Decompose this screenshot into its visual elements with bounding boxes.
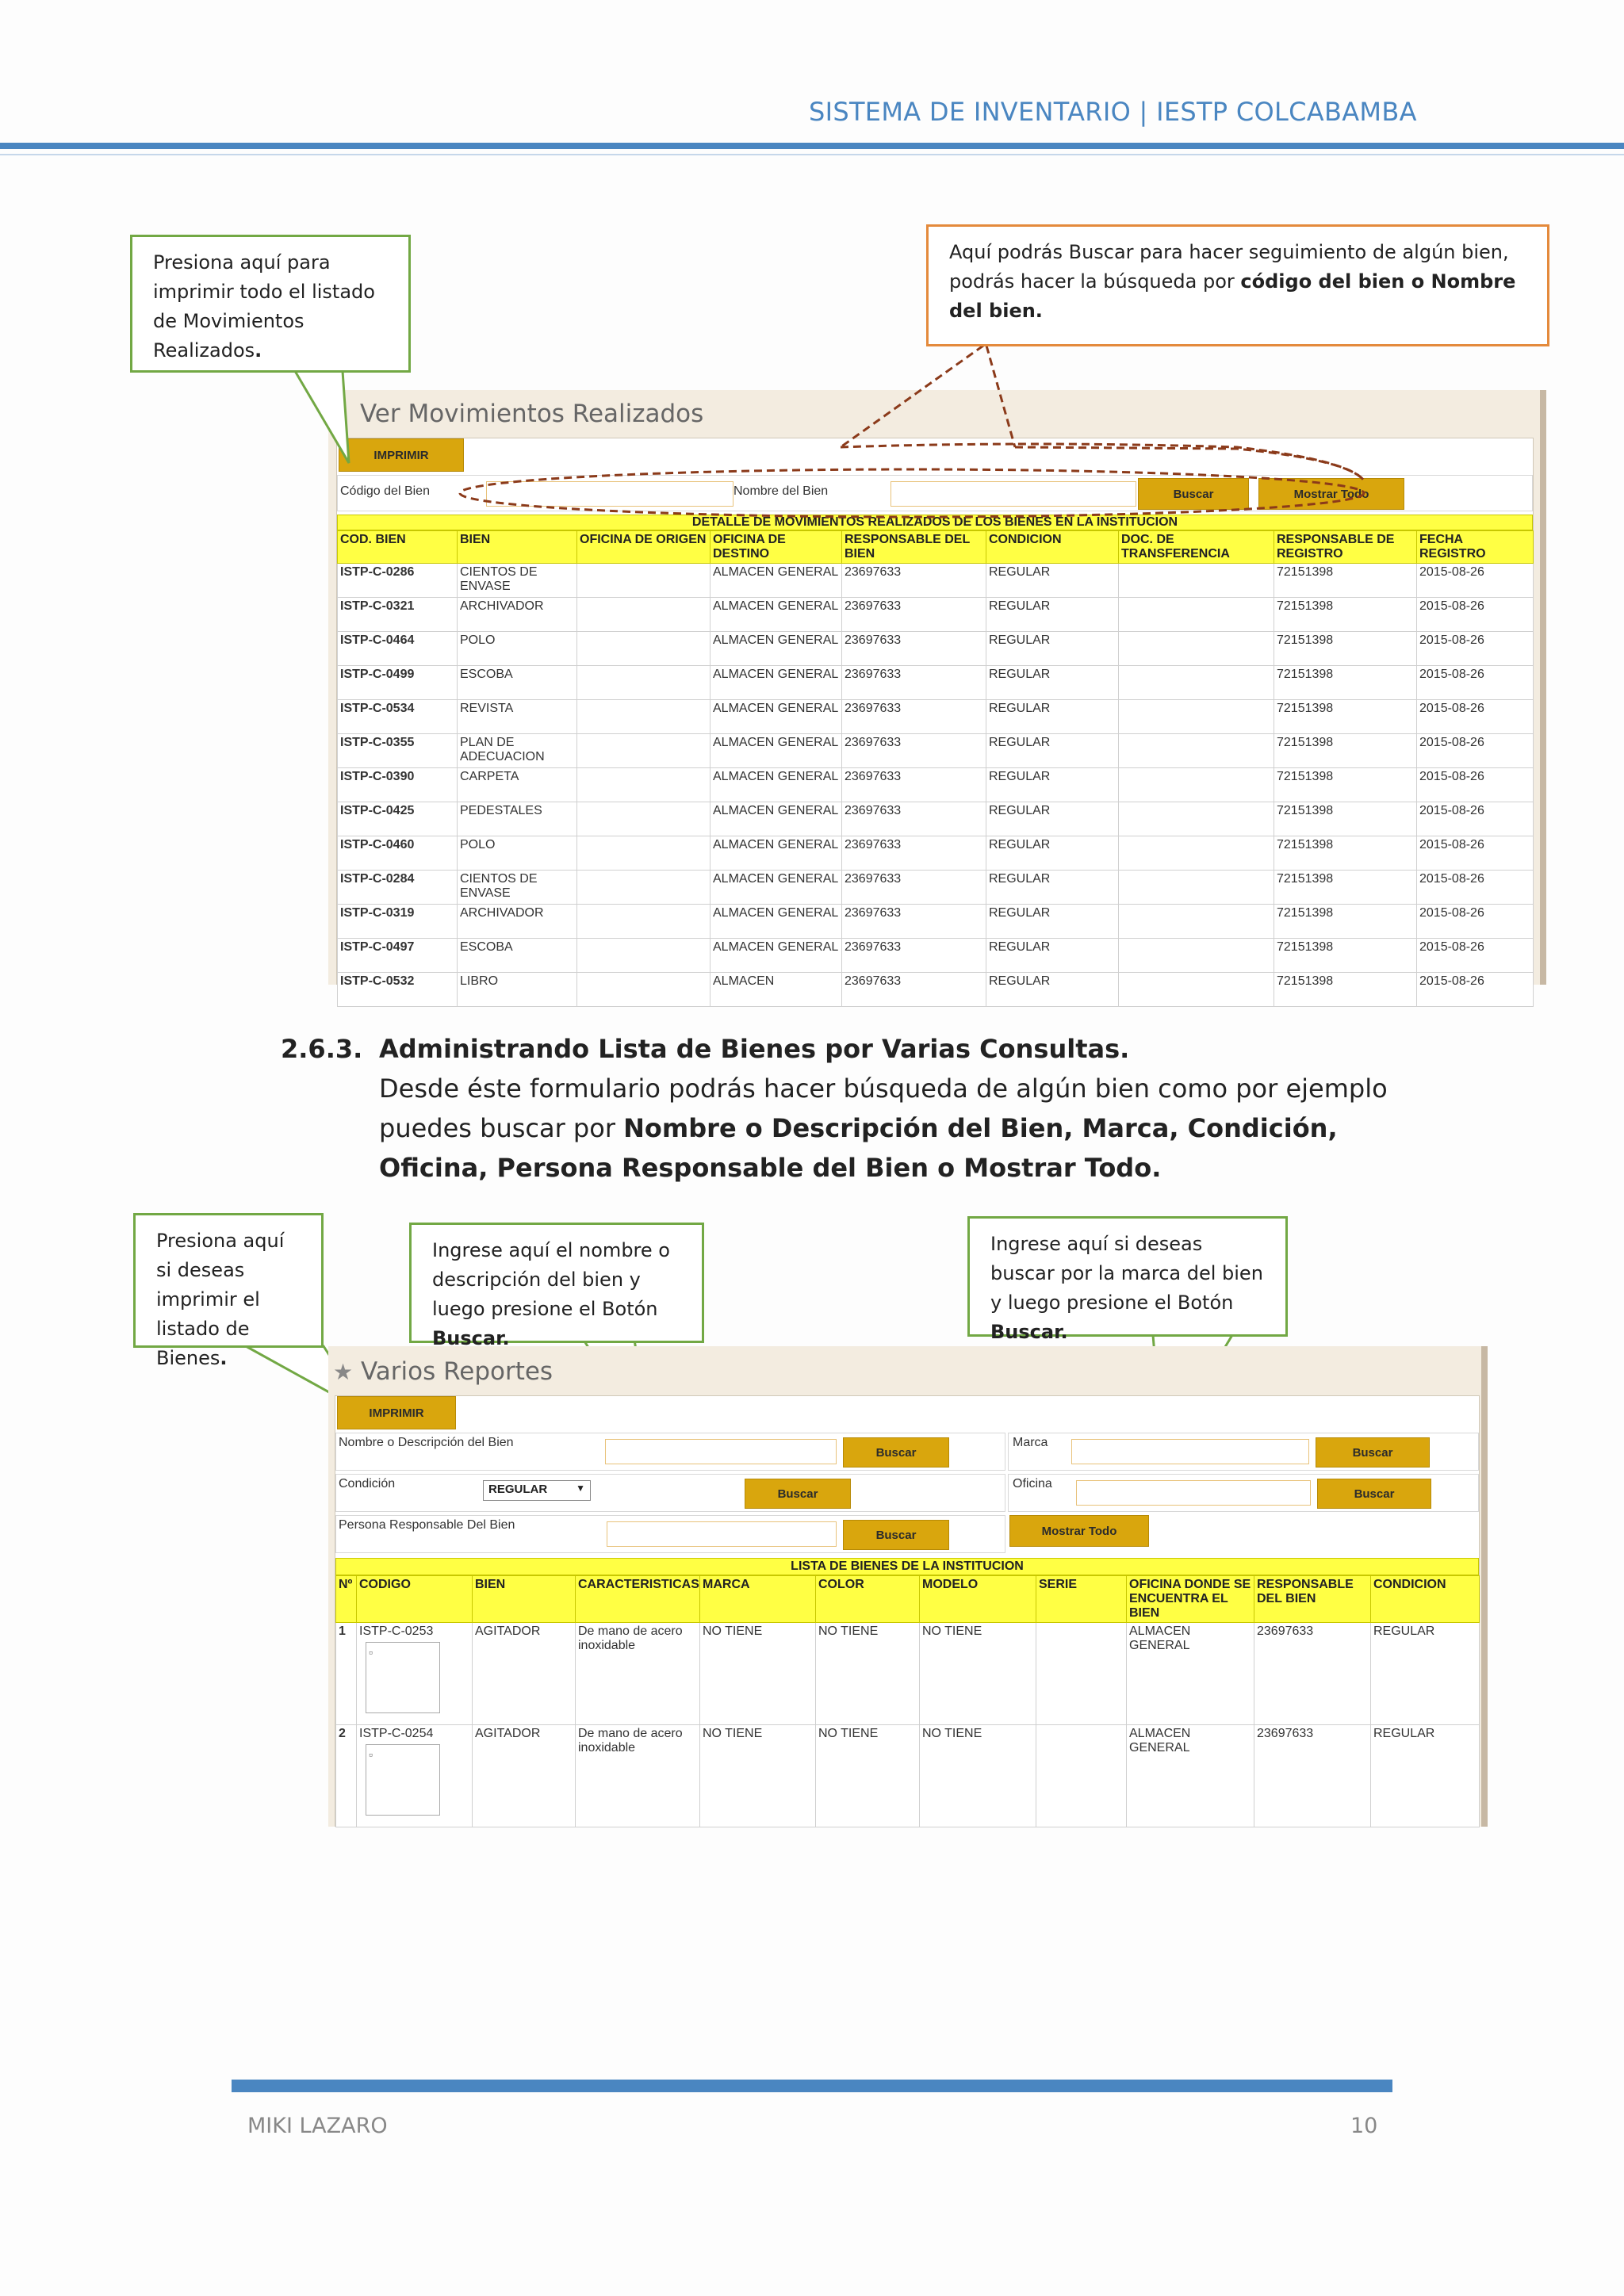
column-header: CARACTERISTICAS <box>576 1576 700 1623</box>
table-cell: NO TIENE <box>700 1725 816 1827</box>
table-cell: 2015-08-26 <box>1417 836 1534 871</box>
condition-search-button[interactable]: Buscar <box>745 1479 851 1509</box>
column-header: RESPONSABLE DE REGISTRO <box>1274 531 1417 564</box>
table-cell: NO TIENE <box>816 1623 920 1725</box>
name-label: Nombre del Bien <box>733 484 829 498</box>
table-cell: 72151398 <box>1274 564 1417 598</box>
callout-brand-search: Ingrese aquí si deseas buscar por la marca del bien y luego presione el Botón Buscar. <box>967 1216 1288 1337</box>
table-cell: ALMACEN GENERAL <box>710 768 842 802</box>
table-cell: ALMACEN GENERAL <box>710 802 842 836</box>
table-cell: 72151398 <box>1274 905 1417 939</box>
table-row <box>336 1725 1480 1827</box>
callout-print-assets: Presiona aquí si deseas imprimir el listado de Bienes. <box>133 1213 324 1348</box>
table-cell: ALMACEN GENERAL <box>710 632 842 666</box>
table-cell: 2015-08-26 <box>1417 598 1534 632</box>
table-cell: 72151398 <box>1274 973 1417 1007</box>
table-cell: REGULAR <box>986 802 1119 836</box>
table-cell: REGULAR <box>986 768 1119 802</box>
table-cell: AGITADOR <box>473 1623 576 1725</box>
table-cell: ALMACEN GENERAL <box>710 700 842 734</box>
table-cell: 2015-08-26 <box>1417 632 1534 666</box>
table-cell: PLAN DE ADECUACION <box>458 734 577 768</box>
table-cell: ISTP-C-0355 <box>338 734 458 768</box>
page-number: 10 <box>1350 2114 1378 2138</box>
table-cell: 1 <box>336 1623 357 1725</box>
broken-image-icon: ▫ <box>366 1744 440 1816</box>
print-button[interactable]: IMPRIMIR <box>337 1396 456 1429</box>
brand-search-button[interactable]: Buscar <box>1316 1437 1430 1468</box>
table-cell <box>1036 1725 1127 1827</box>
table-cell: ALMACEN GENERAL <box>710 564 842 598</box>
column-header: COLOR <box>816 1576 920 1623</box>
table-cell: PEDESTALES <box>458 802 577 836</box>
section-paragraph: Desde éste formulario podrás hacer búsqueda de algún bien como por ejemplo puedes buscar por Nombre o Descripción del Bien, Marca, Condición, Oficina, Persona Responsable del Bien o Mostrar Todo. <box>379 1073 1388 1183</box>
table-cell: ISTP-C-0460 <box>338 836 458 871</box>
document-header-title: SISTEMA DE INVENTARIO | IESTP COLCABAMBA <box>809 97 1417 127</box>
table-cell: 23697633 <box>842 666 986 700</box>
table-cell: REVISTA <box>458 700 577 734</box>
section-title: Administrando Lista de Bienes por Varias Consultas. <box>379 1034 1130 1064</box>
table-cell: 72151398 <box>1274 632 1417 666</box>
table-cell: REGULAR <box>986 871 1119 905</box>
panel-title: Ver Movimientos Realizados <box>360 400 704 428</box>
table-cell: 23697633 <box>842 973 986 1007</box>
table-cell: NO TIENE <box>700 1623 816 1725</box>
callout-pointer-print-1 <box>295 371 349 463</box>
condition-label: Condición <box>339 1477 396 1490</box>
dashed-connector-left <box>841 346 983 447</box>
table-cell: ISTP-C-0425 <box>338 802 458 836</box>
condition-select[interactable]: REGULAR ▼ <box>483 1480 591 1501</box>
column-header: BIEN <box>458 531 577 564</box>
office-search-button[interactable]: Buscar <box>1317 1479 1431 1509</box>
table-cell: POLO <box>458 632 577 666</box>
column-header: CODIGO <box>357 1576 473 1623</box>
callout-search-tracking: Aquí podrás Buscar para hacer seguimiento de algún bien, podrás hacer la búsqueda por código del bien o Nombre del bien. <box>926 224 1549 346</box>
column-header: MARCA <box>700 1576 816 1623</box>
column-header: OFICINA DE DESTINO <box>710 531 842 564</box>
table-cell: REGULAR <box>986 973 1119 1007</box>
section-body <box>379 1029 1426 1188</box>
table-cell: ISTP-C-0254 ▫ <box>357 1725 473 1827</box>
table-cell: REGULAR <box>986 836 1119 871</box>
table-cell: 72151398 <box>1274 768 1417 802</box>
table-cell: 23697633 <box>842 564 986 598</box>
table-cell: NO TIENE <box>920 1623 1036 1725</box>
table-cell: ALMACEN GENERAL <box>1127 1725 1254 1827</box>
dashed-connector-right <box>986 346 1015 447</box>
show-all-button[interactable]: Mostrar Todo <box>1009 1515 1149 1547</box>
column-header: RESPONSABLE DEL BIEN <box>1254 1576 1371 1623</box>
table-cell: REGULAR <box>986 700 1119 734</box>
table-cell: 23697633 <box>842 632 986 666</box>
table-cell: 72151398 <box>1274 836 1417 871</box>
column-header: MODELO <box>920 1576 1036 1623</box>
column-header: RESPONSABLE DEL BIEN <box>842 531 986 564</box>
table-cell: REGULAR <box>986 598 1119 632</box>
table-cell: CARPETA <box>458 768 577 802</box>
table-cell: NO TIENE <box>816 1725 920 1827</box>
table-cell: 2 <box>336 1725 357 1827</box>
table-cell: ISTP-C-0286 <box>338 564 458 598</box>
table-cell: POLO <box>458 836 577 871</box>
search-button[interactable]: Buscar <box>1138 478 1249 510</box>
code-label: Código del Bien <box>340 484 430 498</box>
condition-row <box>335 1474 1005 1512</box>
table-cell: 2015-08-26 <box>1417 734 1534 768</box>
print-button[interactable]: IMPRIMIR <box>339 438 464 472</box>
table-cell: ISTP-C-0499 <box>338 666 458 700</box>
show-all-button[interactable]: Mostrar Todo <box>1258 478 1404 510</box>
table-cell: ESCOBA <box>458 939 577 973</box>
table-cell: ALMACEN <box>710 973 842 1007</box>
table-cell: REGULAR <box>986 632 1119 666</box>
brand-label: Marca <box>1013 1436 1048 1449</box>
table-cell: 23697633 <box>842 939 986 973</box>
footer-rule <box>232 2080 1392 2092</box>
table-cell: 72151398 <box>1274 802 1417 836</box>
table-cell: 2015-08-26 <box>1417 700 1534 734</box>
column-header: DOC. DE TRANSFERENCIA <box>1119 531 1274 564</box>
search-highlight-ellipse <box>460 469 1364 517</box>
table-cell: REGULAR <box>1371 1623 1480 1725</box>
column-header: OFICINA DE ORIGEN <box>577 531 710 564</box>
table-cell: 2015-08-26 <box>1417 666 1534 700</box>
table-cell: LIBRO <box>458 973 577 1007</box>
table-cell: ISTP-C-0534 <box>338 700 458 734</box>
table-cell: ALMACEN GENERAL <box>710 939 842 973</box>
table-cell: ISTP-C-0464 <box>338 632 458 666</box>
table-cell: REGULAR <box>986 564 1119 598</box>
table-cell: ALMACEN GENERAL <box>710 836 842 871</box>
table-cell: 23697633 <box>842 734 986 768</box>
panel-title: ★ Varios Reportes <box>333 1357 553 1386</box>
dropdown-arrow-icon: ▼ <box>576 1483 585 1494</box>
table-cell: NO TIENE <box>920 1725 1036 1827</box>
table-cell: 72151398 <box>1274 598 1417 632</box>
table-caption: LISTA DE BIENES DE LA INSTITUCION <box>335 1558 1479 1575</box>
table-cell: ALMACEN GENERAL <box>710 598 842 632</box>
table-cell: 23697633 <box>842 905 986 939</box>
callout-print-movements: Presiona aquí para imprimir todo el listado de Movimientos Realizados. <box>130 235 411 373</box>
dashed-connector-bottom <box>841 444 1364 480</box>
table-cell: 2015-08-26 <box>1417 939 1534 973</box>
table-cell: 72151398 <box>1274 939 1417 973</box>
column-header: OFICINA DONDE SE ENCUENTRA EL BIEN <box>1127 1576 1254 1623</box>
table-cell: 2015-08-26 <box>1417 802 1534 836</box>
office-input[interactable] <box>1076 1480 1311 1506</box>
column-header: BIEN <box>473 1576 576 1623</box>
table-cell: ISTP-C-0532 <box>338 973 458 1007</box>
table-cell: 23697633 <box>842 836 986 871</box>
table-cell: ALMACEN GENERAL <box>710 871 842 905</box>
responsible-search-button[interactable]: Buscar <box>843 1520 949 1550</box>
table-row <box>336 1623 1480 1725</box>
table-cell: ISTP-C-0497 <box>338 939 458 973</box>
table-cell: 2015-08-26 <box>1417 871 1534 905</box>
name-desc-input[interactable] <box>605 1439 837 1464</box>
scrollbar[interactable] <box>1481 1346 1488 1827</box>
table-cell: REGULAR <box>986 734 1119 768</box>
responsible-input[interactable] <box>607 1521 837 1547</box>
table-cell: ESCOBA <box>458 666 577 700</box>
star-icon: ★ <box>333 1359 354 1385</box>
table-cell: 23697633 <box>842 871 986 905</box>
table-cell: De mano de acero inoxidable <box>576 1623 700 1725</box>
office-label: Oficina <box>1013 1477 1052 1490</box>
footer-author: MIKI LAZARO <box>247 2114 388 2138</box>
table-cell: 72151398 <box>1274 666 1417 700</box>
responsible-label: Persona Responsable Del Bien <box>339 1518 515 1532</box>
table-cell: ISTP-C-0390 <box>338 768 458 802</box>
table-cell: 2015-08-26 <box>1417 768 1534 802</box>
table-cell: ISTP-C-0253 ▫ <box>357 1623 473 1725</box>
table-cell <box>1036 1623 1127 1725</box>
column-header: FECHA REGISTRO <box>1417 531 1534 564</box>
table-cell: ARCHIVADOR <box>458 598 577 632</box>
table-cell: 23697633 <box>1254 1623 1371 1725</box>
table-cell: 2015-08-26 <box>1417 973 1534 1007</box>
column-header: CONDICION <box>1371 1576 1480 1623</box>
callout-name-search: Ingrese aquí el nombre o descripción del bien y luego presione el Botón Buscar. <box>409 1223 704 1343</box>
table-cell: ALMACEN GENERAL <box>710 666 842 700</box>
table-cell: De mano de acero inoxidable <box>576 1725 700 1827</box>
assets-table <box>335 1575 1480 1827</box>
column-header: SERIE <box>1036 1576 1127 1623</box>
table-cell: ALMACEN GENERAL <box>1127 1623 1254 1725</box>
broken-image-icon: ▫ <box>366 1642 440 1713</box>
table-cell: REGULAR <box>986 905 1119 939</box>
table-cell: ARCHIVADOR <box>458 905 577 939</box>
table-cell: REGULAR <box>986 666 1119 700</box>
table-cell: REGULAR <box>1371 1725 1480 1827</box>
column-header: Nº <box>336 1576 357 1623</box>
table-cell: REGULAR <box>986 939 1119 973</box>
table-cell: ALMACEN GENERAL <box>710 734 842 768</box>
table-cell: ALMACEN GENERAL <box>710 905 842 939</box>
table-cell: CIENTOS DE ENVASE <box>458 564 577 598</box>
table-cell: ISTP-C-0284 <box>338 871 458 905</box>
brand-input[interactable] <box>1071 1439 1309 1464</box>
table-cell: 23697633 <box>842 700 986 734</box>
table-caption: DETALLE DE MOVIMIENTOS REALIZADOS DE LOS BIENES EN LA INSTITUCION <box>337 515 1533 530</box>
table-cell: 2015-08-26 <box>1417 564 1534 598</box>
reports-content <box>335 1395 1480 1827</box>
table-cell: 23697633 <box>842 768 986 802</box>
table-cell: 23697633 <box>842 802 986 836</box>
name-search-button[interactable]: Buscar <box>843 1437 949 1468</box>
reports-panel <box>328 1346 1488 1827</box>
table-cell: ISTP-C-0321 <box>338 598 458 632</box>
table-cell: 72151398 <box>1274 700 1417 734</box>
table-cell: 72151398 <box>1274 871 1417 905</box>
column-header: CONDICION <box>986 531 1119 564</box>
table-cell: AGITADOR <box>473 1725 576 1827</box>
name-desc-label: Nombre o Descripción del Bien <box>339 1436 514 1449</box>
table-cell: 72151398 <box>1274 734 1417 768</box>
section-number: 2.6.3. <box>281 1034 363 1064</box>
column-header: COD. BIEN <box>338 531 458 564</box>
table-cell: 23697633 <box>1254 1725 1371 1827</box>
table-cell: 23697633 <box>842 598 986 632</box>
table-cell: ISTP-C-0319 <box>338 905 458 939</box>
table-cell: 2015-08-26 <box>1417 905 1534 939</box>
table-cell: CIENTOS DE ENVASE <box>458 871 577 905</box>
